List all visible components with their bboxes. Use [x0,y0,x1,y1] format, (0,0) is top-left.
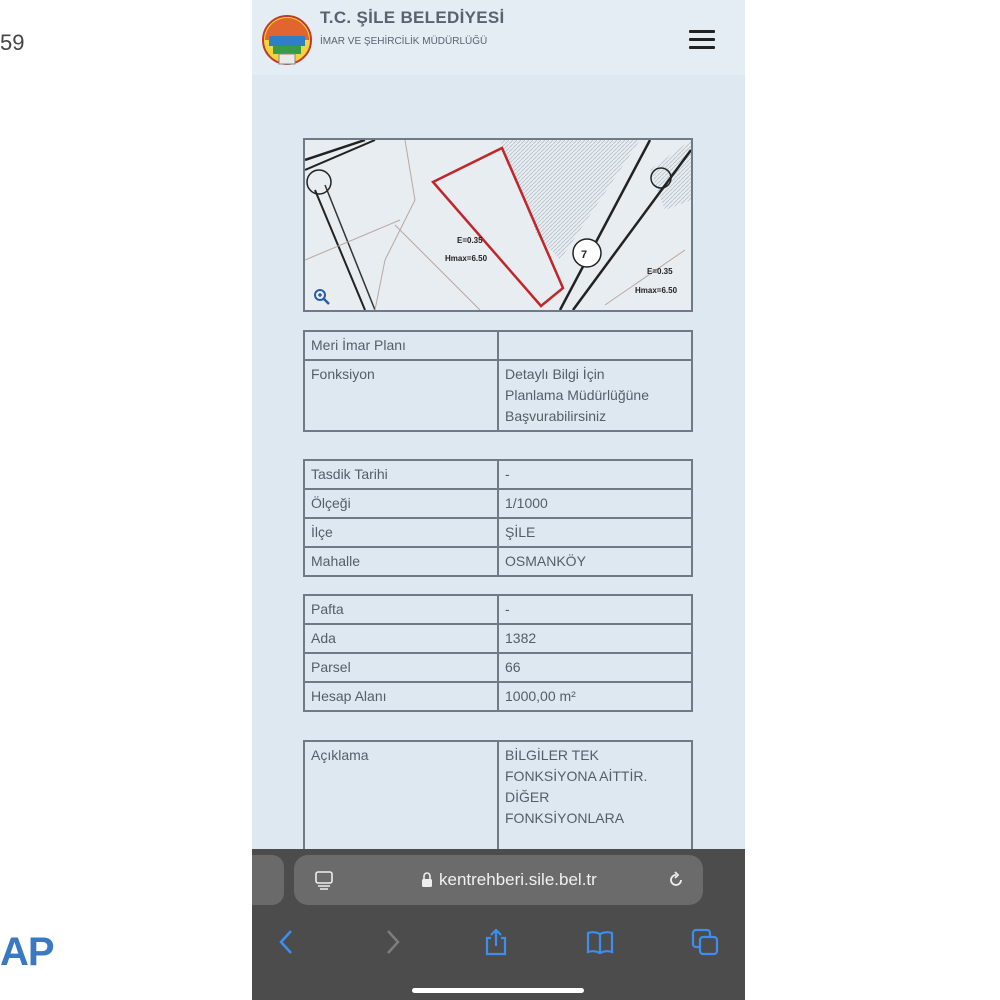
plan-info-table [303,330,693,432]
table-row [304,331,692,360]
table-value: ŞİLE [498,518,692,547]
table-row [304,360,692,431]
table-row [304,741,692,861]
table-value: - [498,595,692,624]
table-row [304,682,692,711]
table-row [304,547,692,576]
table-value [498,331,692,360]
value-line: DİĞER [505,789,550,805]
page-menu-icon[interactable] [314,870,334,890]
reload-icon[interactable] [666,870,686,890]
table-value [498,741,692,861]
value-line: FONKSİYONLARA [505,810,625,826]
table-value: OSMANKÖY [498,547,692,576]
map-label-hmax-left: Hmax=6.50 [445,254,488,263]
municipality-logo[interactable] [261,12,313,68]
phone-screen [252,0,745,1000]
location-table [303,459,693,577]
parcel-table [303,594,693,712]
site-header [252,0,745,75]
table-row [304,653,692,682]
description-table [303,740,693,862]
map-label-road: 7 [581,249,588,261]
address-bar[interactable] [294,855,703,905]
table-key: Tasdik Tarihi [304,460,498,489]
value-line: BİLGİLER TEK [505,747,599,763]
table-value [498,360,692,431]
tabs-icon[interactable] [690,927,720,957]
value-line: Detaylı Bilgi İçin [505,366,605,382]
lock-icon [421,872,433,888]
table-key: Mahalle [304,547,498,576]
table-key: Hesap Alanı [304,682,498,711]
table-key: İlçe [304,518,498,547]
table-key: Fonksiyon [304,360,498,431]
map-label-e-right: E=0.35 [647,267,673,276]
table-key: Ada [304,624,498,653]
map-label-e-left: E=0.35 [457,236,483,245]
side-time-fragment: 59 [0,30,25,55]
table-row [304,489,692,518]
previous-tab-preview[interactable] [252,855,284,905]
map-label-hmax-right: Hmax=6.50 [635,286,678,295]
site-subtitle: İMAR VE ŞEHİRCİLİK MÜDÜRLÜĞÜ [320,36,488,47]
side-brand-fragment: AP [0,930,54,974]
value-line: FONKSİYONA AİTTİR. [505,768,648,784]
table-row [304,595,692,624]
table-row [304,518,692,547]
site-title: T.C. ŞİLE BELEDİYESİ [320,8,505,27]
table-row [304,460,692,489]
table-key: Pafta [304,595,498,624]
table-key: Ölçeği [304,489,498,518]
table-key: Parsel [304,653,498,682]
table-value: 66 [498,653,692,682]
home-indicator[interactable] [412,988,584,993]
url-text: kentrehberi.sile.bel.tr [439,870,597,889]
forward-icon[interactable] [377,927,407,957]
parcel-map[interactable] [303,138,693,312]
zoom-in-icon[interactable] [313,288,331,306]
value-line: Planlama Müdürlüğüne [505,387,649,403]
table-row [304,624,692,653]
table-value: 1382 [498,624,692,653]
safari-toolbar [252,849,745,1000]
table-value: - [498,460,692,489]
table-value: 1000,00 m² [498,682,692,711]
hamburger-menu-icon[interactable] [689,30,715,50]
share-icon[interactable] [481,927,511,957]
back-icon[interactable] [272,927,302,957]
table-key: Açıklama [304,741,498,861]
table-value: 1/1000 [498,489,692,518]
value-line: Başvurabilirsiniz [505,408,607,424]
bookmarks-icon[interactable] [585,927,615,957]
table-key: Meri İmar Planı [304,331,498,360]
